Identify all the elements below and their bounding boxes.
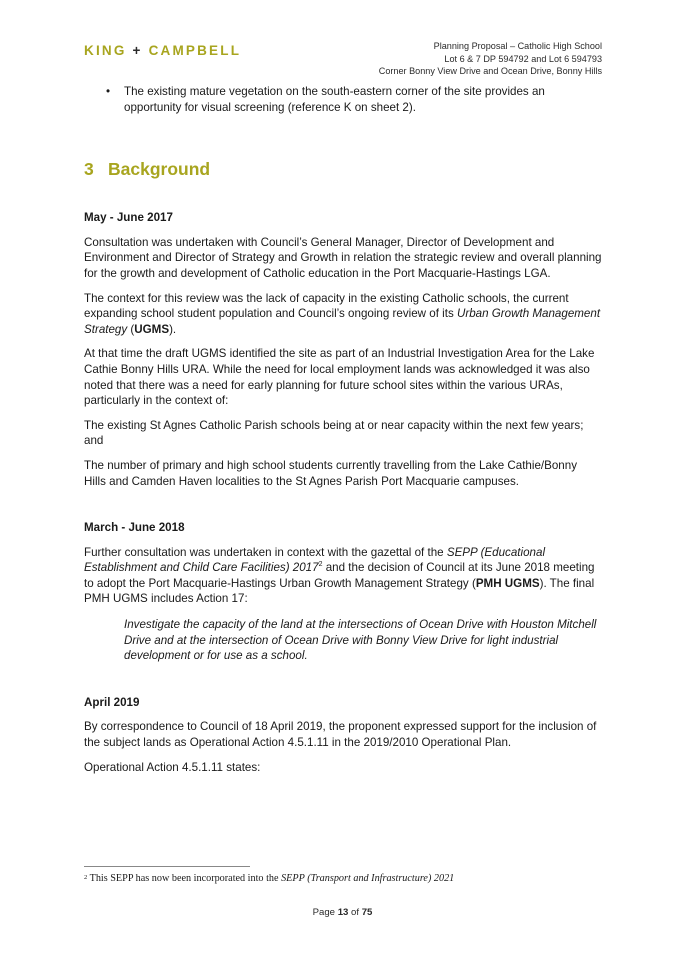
paragraph: By correspondence to Council of 18 April 2019, the proponent expressed support for the inclusion of the subject lands as Operational Action 4.5.1.11 in the 2019/2010 Operational Plan. [84,720,597,750]
paragraph: At that time the draft UGMS identified the site as part of an Industrial Investigation Area for the Lake Cathie Bonny Hills URA. While the need for local employment lands was acknowledged it was also noted that there was a need for early planning for future school sites within the various URAs, particularly in the context of: [84,347,595,408]
page-body [84,84,602,775]
footnote-divider [84,866,250,867]
footnote-ref: 2 [318,561,323,569]
paragraph: The number of primary and high school students currently travelling from the Lake Cathie/Bonny Hills and Camden Haven localities to the St Agnes Parish Port Macquarie campuses. [84,458,577,488]
king-campbell-logo [84,43,241,58]
section-heading [84,159,602,179]
total-pages: 75 [361,907,373,918]
bullet-item [84,84,602,115]
footnote-number: 2 [84,874,88,881]
section-title: Background [108,159,211,180]
paragraph: Operational Action 4.5.1.11 states: [84,760,261,774]
subheading-may-2017: May - June 2017 [84,211,173,225]
pmh-ugms-abbrev: PMH UGMS [475,576,540,590]
sepp-title: SEPP (Educational Establishment and Child Care Facilities) 2017 [84,545,546,575]
ugms-title: Urban Growth Management Strategy [84,307,601,336]
header-lots: Lot 6 & 7 DP 594792 and Lot 6 594793 [444,53,602,64]
subheading-april-2019: April 2019 [84,695,140,709]
section-number: 3 [84,159,94,180]
paragraph: Consultation was undertaken with Council’s General Manager, Director of Development and Environment and Director of Strategy and Growth in relation the strategic review and overall planning for the growth and development of Catholic education in the Port Macquarie-Hastings LGA. [84,235,602,280]
header-title: Planning Proposal – Catholic High School [433,41,602,51]
footnote-sepp-title: SEPP (Transport and Infrastructure) 2021 [281,873,455,884]
paragraph: The existing St Agnes Catholic Parish schools being at or near capacity within the next few years; and [84,418,584,448]
page-number: Page 13 of 75 [312,907,373,918]
current-page: 13 [337,907,349,918]
page-header [379,40,602,78]
bullet-text: The existing mature vegetation on the south-eastern corner of the site provides an opportunity for visual screening (reference K on sheet 2). [124,85,545,114]
subheading-march-2018: March - June 2018 [84,521,185,535]
paragraph: The context for this review was the lack of capacity in the existing Catholic schools, the current expanding school student population and Council’s ongoing review of its Urban Growth Management Strategy (UGMS). [84,291,601,336]
action-17-quote: Investigate the capacity of the land at the intersections of Ocean Drive with Houston Mitchell Drive and at the intersection of Ocean Drive with Bonny View Drive for light industrial development or for use as a school. [124,618,597,663]
bullet-symbol: • [106,85,111,98]
logo-king: KING [84,43,127,58]
ugms-abbrev: UGMS [134,322,170,336]
logo-campbell: CAMPBELL [148,43,242,58]
header-address: Corner Bonny View Drive and Ocean Drive, Bonny Hills [378,66,602,76]
logo-plus: + [132,43,143,58]
footnote: $^2$ This SEPP has now been incorporated into the SEPP (Transport and Infrastructure) 2021 [84,873,455,884]
paragraph: Further consultation was undertaken in context with the gazettal of the SEPP (Educational Establishment and Child Care Facilities) 2017$^2$ and the decision of Council at its June 2018 meeting to adopt the Port Macquarie-Hastings Urban Growth Management Strategy (PMH UGMS). The final PMH UGMS includes Action 17: [84,545,595,606]
